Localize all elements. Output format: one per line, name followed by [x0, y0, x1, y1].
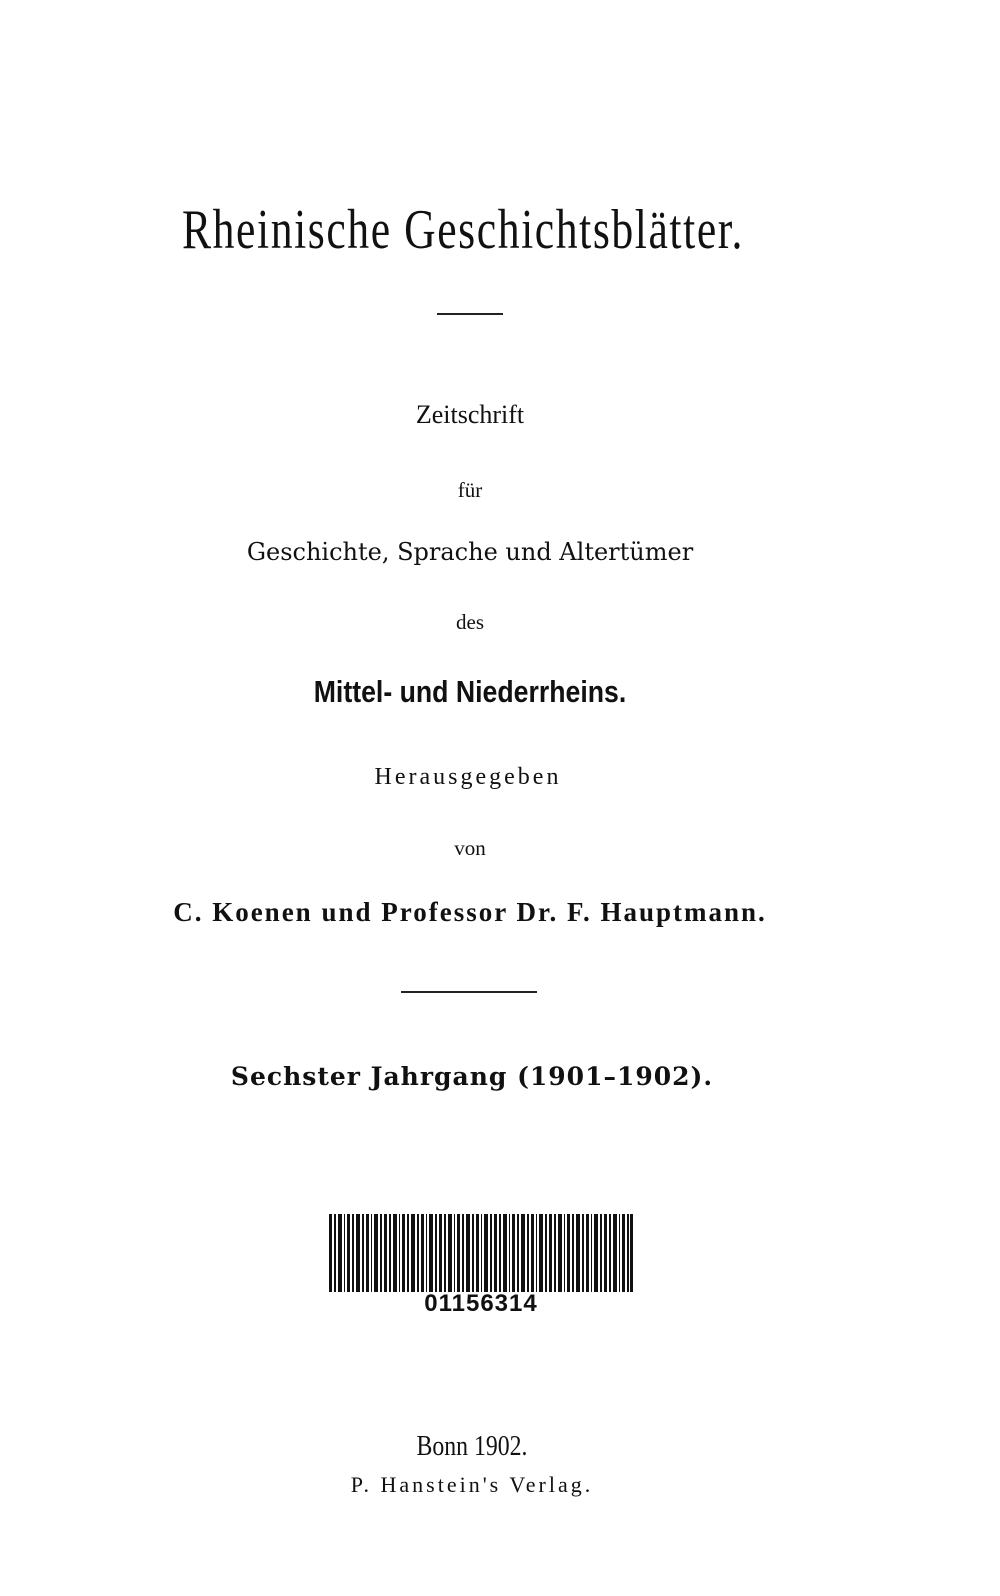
editor-connector-von: von: [454, 836, 486, 860]
publisher: P. Hanstein's Verlag.: [350, 1472, 594, 1497]
volume-divider: [401, 991, 537, 993]
place-year: Bonn 1902.: [416, 1430, 528, 1462]
subtitle: Zeitschrift: [415, 400, 525, 429]
subtitle-region: Mittel- und Niederrheins.: [313, 674, 627, 709]
editor-label: Herausgegeben: [374, 764, 562, 790]
subtitle-connector-des: des: [456, 610, 484, 634]
title-divider: [437, 313, 503, 315]
volume-info: Sechster Jahrgang (1901–1902).: [230, 1062, 714, 1091]
subtitle-connector-fuer: für: [457, 478, 483, 502]
barcode-image: [329, 1214, 633, 1292]
barcode-number: 01156314: [424, 1290, 538, 1317]
book-title: Rheinische Geschichtsblätter.: [181, 199, 744, 261]
editors: C. Koenen und Professor Dr. F. Hauptmann.: [173, 897, 767, 927]
subtitle-topics: Geschichte, Sprache und Altertümer: [246, 538, 694, 566]
